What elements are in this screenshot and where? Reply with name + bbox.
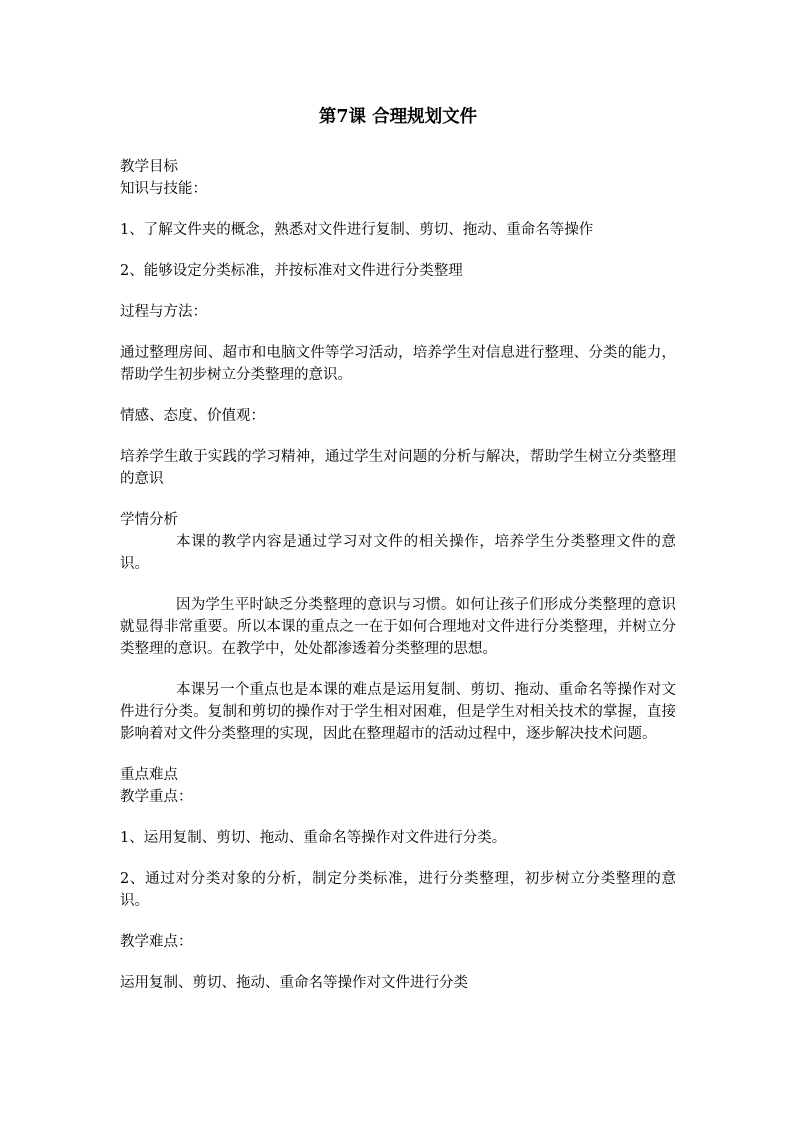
student-analysis-paragraph-1: 本课的教学内容是通过学习对文件的相关操作，培养学生分类整理文件的意识。 xyxy=(120,534,676,572)
process-methods-paragraph: 通过整理房间、超市和电脑文件等学习活动，培养学生对信息进行整理、分类的能力，帮助学生初步树立分类整理的意识。 xyxy=(120,345,676,383)
heading-student-analysis: 学情分析 xyxy=(120,512,178,528)
subheading-teaching-difficulties: 教学难点： xyxy=(120,934,193,950)
paragraph-gap xyxy=(120,808,676,827)
paragraph-gap xyxy=(120,386,676,405)
paragraph-gap xyxy=(120,849,676,868)
paragraph-gap xyxy=(120,200,676,219)
heading-key-difficult-points: 重点难点 xyxy=(120,767,178,783)
paragraph-gap xyxy=(120,323,676,342)
paragraph-gap xyxy=(120,660,676,679)
paragraph-gap xyxy=(120,575,676,594)
goal-item-2: 2、能够设定分类标准，并按标准对文件进行分类整理 xyxy=(120,263,463,279)
subheading-teaching-key-points: 教学重点： xyxy=(120,789,193,805)
paragraph-gap xyxy=(120,427,676,446)
goal-item-1: 1、了解文件夹的概念，熟悉对文件进行复制、剪切、拖动、重命名等操作 xyxy=(120,222,594,238)
paragraph-gap xyxy=(120,912,676,931)
student-analysis-paragraph-2: 因为学生平时缺乏分类整理的意识与习惯。如何让孩子们形成分类整理的意识就显得非常重要。所以本课的重点之一在于如何合理地对文件进行分类整理，并树立分类整理的意识。在教学中，处处都渗透着分类整理的思想。 xyxy=(120,597,676,657)
student-analysis-paragraph-3: 本课另一个重点也是本课的难点是运用复制、剪切、拖动、重命名等操作对文件进行分类。复制和剪切的操作对于学生相对困难，但是学生对相关技术的掌握，直接影响着对文件分类整理的实现，因此在整理超市的活动过程中，逐步解决技术问题。 xyxy=(120,682,676,742)
document-title: 第7课 合理规划文件 xyxy=(318,107,478,127)
subheading-attitude-values: 情感、态度、价值观： xyxy=(120,408,265,424)
attitude-values-paragraph: 培养学生敢于实践的学习精神，通过学生对问题的分析与解决，帮助学生树立分类整理的意识 xyxy=(120,449,676,487)
paragraph-gap xyxy=(120,490,676,509)
key-point-item-1: 1、运用复制、剪切、拖动、重命名等操作对文件进行分类。 xyxy=(120,830,507,846)
paragraph-gap xyxy=(120,953,676,972)
key-point-item-2: 2、通过对分类对象的分析，制定分类标准，进行分类整理，初步树立分类整理的意识。 xyxy=(120,871,676,909)
difficulty-paragraph: 运用复制、剪切、拖动、重命名等操作对文件进行分类 xyxy=(120,975,468,991)
subheading-process-methods: 过程与方法： xyxy=(120,304,207,320)
heading-teaching-goals: 教学目标 xyxy=(120,159,178,175)
paragraph-gap xyxy=(120,241,676,260)
paragraph-gap xyxy=(120,282,676,301)
paragraph-gap xyxy=(120,745,676,764)
document-body xyxy=(120,104,676,994)
subheading-knowledge-skills: 知识与技能： xyxy=(120,181,207,197)
